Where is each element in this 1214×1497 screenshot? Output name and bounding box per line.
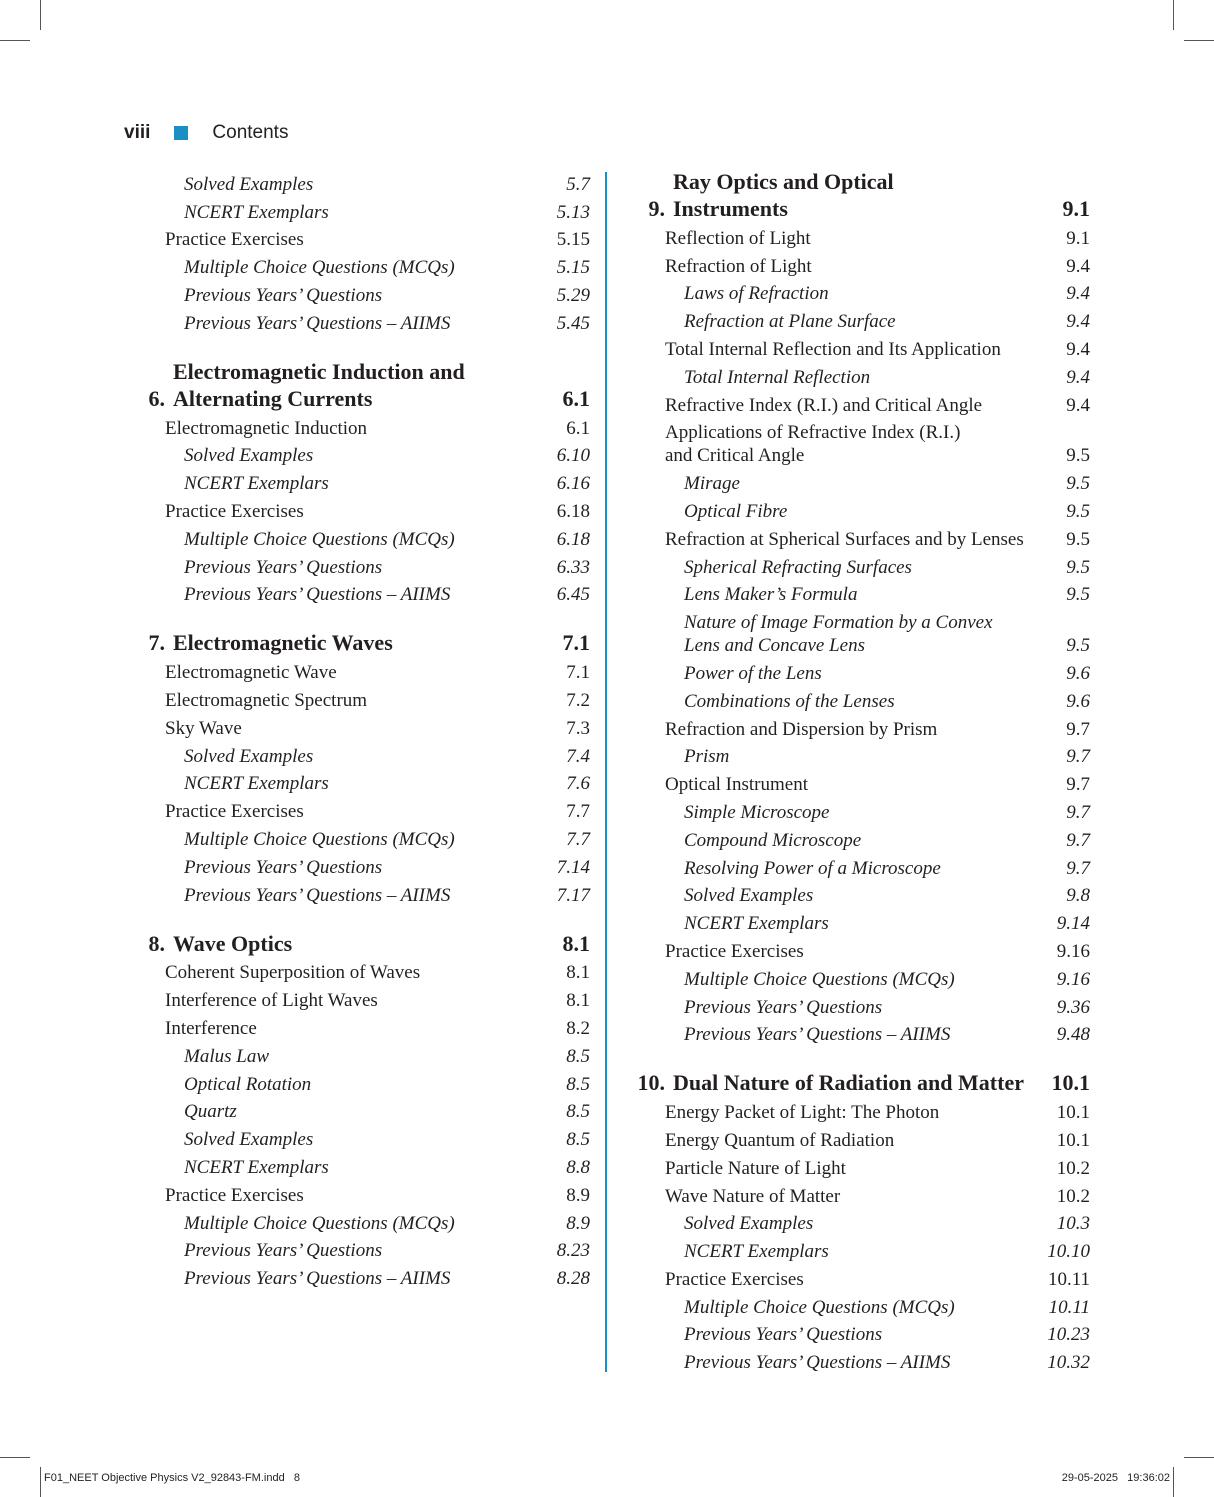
- page-title: Contents: [212, 122, 289, 143]
- toc-section[interactable]: [620, 1129, 1090, 1152]
- entry-page-number: 9.48: [1056, 1024, 1090, 1046]
- entry-title: Refraction at Plane Surface: [684, 311, 896, 333]
- toc-subsection[interactable]: [120, 556, 590, 579]
- entry-page-number: 9.6: [1066, 690, 1090, 712]
- entry-title: Combinations of the Lenses: [684, 690, 895, 712]
- entry-page-number: 9.1: [1066, 227, 1090, 249]
- entry-page-number: 9.16: [1056, 968, 1090, 990]
- entry-title: Laws of Refraction: [684, 283, 829, 305]
- entry-title: Previous Years’ Questions – AIIMS: [684, 1024, 951, 1046]
- toc-subsection[interactable]: [620, 1240, 1090, 1263]
- entry-page-number: 9.5: [1066, 473, 1090, 495]
- toc-subsection[interactable]: [120, 201, 590, 224]
- entry-title: Resolving Power of a Microscope: [684, 857, 941, 879]
- entry-page-number: 8.1: [566, 990, 590, 1012]
- entry-page-number: 10.1: [1051, 1070, 1090, 1096]
- entry-page-number: 8.9: [566, 1212, 590, 1234]
- entry-page-number: 8.2: [566, 1017, 590, 1039]
- entry-title: Coherent Superposition of Waves: [165, 962, 421, 984]
- entry-title: Electromagnetic Wave: [165, 662, 337, 684]
- entry-page-number: 10.23: [1047, 1324, 1090, 1346]
- toc-section[interactable]: [620, 255, 1090, 278]
- entry-page-number: 9.4: [1066, 394, 1090, 416]
- entry-page-number: 5.15: [556, 257, 590, 279]
- entry-title: Particle Nature of Light: [665, 1157, 846, 1179]
- entry-page-number: 9.7: [1066, 774, 1090, 796]
- entry-title: Practice Exercises: [665, 1268, 804, 1290]
- entry-page-number: 9.4: [1066, 283, 1090, 305]
- toc-section[interactable]: [120, 989, 590, 1012]
- entry-page-number: 9.16: [1056, 940, 1090, 962]
- toc-subsection[interactable]: [120, 1045, 590, 1068]
- toc-subsection[interactable]: [120, 1073, 590, 1096]
- entry-title: Optical Rotation: [184, 1073, 312, 1095]
- toc-section[interactable]: [620, 940, 1090, 963]
- toc-subsection[interactable]: [620, 1323, 1090, 1346]
- entry-page-number: 9.6: [1066, 662, 1090, 684]
- entry-page-number: 8.5: [566, 1129, 590, 1151]
- entry-title: NCERT Exemplars: [684, 1241, 829, 1263]
- entry-title: Wave Optics: [173, 930, 293, 956]
- entry-page-number: 8.5: [566, 1073, 590, 1095]
- entry-title: Applications of Refractive Index (R.I.) and Critical Angle: [665, 422, 961, 467]
- entry-title: Refraction and Dispersion by Prism: [665, 718, 938, 740]
- entry-title: NCERT Exemplars: [684, 913, 829, 935]
- toc-section[interactable]: [120, 228, 590, 251]
- entry-title: Nature of Image Formation by a Convex Lens and Concave Lens: [684, 612, 993, 657]
- running-header: [124, 121, 288, 145]
- toc-section[interactable]: [620, 1185, 1090, 1208]
- entry-title: Electromagnetic Waves: [173, 630, 393, 656]
- entry-title: Multiple Choice Questions (MCQs): [184, 1212, 455, 1234]
- entry-title: Quartz: [184, 1101, 237, 1123]
- entry-title: Previous Years’ Questions – AIIMS: [184, 312, 451, 334]
- toc-subsection[interactable]: [120, 828, 590, 851]
- crop-mark: [1173, 0, 1174, 30]
- toc-subsection[interactable]: [120, 1239, 590, 1262]
- entry-page-number: 5.45: [556, 312, 590, 334]
- toc-chapter[interactable]: [620, 168, 1090, 222]
- entry-page-number: 5.13: [556, 201, 590, 223]
- toc-section[interactable]: [120, 800, 590, 823]
- entry-title: Solved Examples: [684, 1213, 814, 1235]
- entry-title: Power of the Lens: [684, 662, 822, 684]
- entry-title: Interference of Light Waves: [165, 990, 378, 1012]
- entry-page-number: 8.5: [566, 1045, 590, 1067]
- entry-page-number: 10.11: [1047, 1268, 1090, 1290]
- entry-page-number: 9.5: [1066, 635, 1090, 657]
- entry-title: Prism: [684, 746, 730, 768]
- toc-subsection[interactable]: [120, 884, 590, 907]
- entry-page-number: 7.7: [566, 801, 590, 823]
- toc-subsection[interactable]: [620, 611, 1090, 657]
- toc-subsection[interactable]: [120, 1212, 590, 1235]
- entry-page-number: 10.3: [1056, 1213, 1090, 1235]
- entry-title: Practice Exercises: [165, 229, 304, 251]
- toc-section[interactable]: [120, 500, 590, 523]
- entry-page-number: 8.9: [566, 1184, 590, 1206]
- entry-title: Refractive Index (R.I.) and Critical Angle: [665, 394, 983, 416]
- chapter-number: 8.: [148, 930, 165, 956]
- toc-section[interactable]: [120, 1184, 590, 1207]
- entry-title: Practice Exercises: [665, 940, 804, 962]
- entry-page-number: 6.18: [556, 500, 590, 522]
- entry-page-number: 7.6: [566, 773, 590, 795]
- entry-title: Previous Years’ Questions: [184, 284, 383, 306]
- footer-timestamp: 29-05-2025 19:36:02: [1061, 1472, 1170, 1484]
- entry-title: Multiple Choice Questions (MCQs): [684, 1296, 955, 1318]
- entry-page-number: 7.1: [562, 630, 590, 656]
- entry-page-number: 10.1: [1056, 1102, 1090, 1124]
- entry-page-number: 6.1: [562, 385, 590, 411]
- entry-page-number: 9.5: [1066, 528, 1090, 550]
- toc-chapter[interactable]: [120, 930, 590, 957]
- crop-mark: [40, 1467, 41, 1497]
- entry-title: Previous Years’ Questions – AIIMS: [184, 1268, 451, 1290]
- entry-page-number: 6.10: [556, 445, 590, 467]
- entry-page-number: 9.7: [1066, 829, 1090, 851]
- entry-page-number: 7.1: [566, 662, 590, 684]
- entry-page-number: 5.29: [556, 284, 590, 306]
- entry-title: Energy Packet of Light: The Photon: [665, 1102, 940, 1124]
- toc-section[interactable]: [620, 394, 1090, 417]
- entry-page-number: 7.14: [556, 856, 590, 878]
- entry-title: Refraction of Light: [665, 255, 812, 277]
- entry-page-number: 9.4: [1066, 338, 1090, 360]
- entry-title: Practice Exercises: [165, 500, 304, 522]
- entry-page-number: 7.17: [556, 884, 590, 906]
- toc-subsection[interactable]: [120, 444, 590, 467]
- entry-page-number: 9.5: [1066, 556, 1090, 578]
- toc-subsection[interactable]: [620, 500, 1090, 523]
- entry-title: Electromagnetic Induction and Alternating Currents: [173, 358, 465, 411]
- entry-page-number: 8.1: [566, 962, 590, 984]
- toc-subsection[interactable]: [120, 1156, 590, 1179]
- entry-page-number: 10.11: [1048, 1296, 1090, 1318]
- entry-page-number: 9.7: [1066, 801, 1090, 823]
- entry-page-number: 8.28: [556, 1268, 590, 1290]
- entry-page-number: 7.2: [566, 689, 590, 711]
- toc-subsection[interactable]: [620, 690, 1090, 713]
- toc-subsection[interactable]: [120, 284, 590, 307]
- toc-section[interactable]: [120, 961, 590, 984]
- entry-title: NCERT Exemplars: [184, 773, 329, 795]
- crop-mark: [40, 0, 41, 30]
- entry-title: Solved Examples: [184, 173, 314, 195]
- toc-subsection[interactable]: [620, 366, 1090, 389]
- toc-section[interactable]: [620, 338, 1090, 361]
- entry-page-number: 10.10: [1047, 1241, 1090, 1263]
- toc-section[interactable]: [620, 718, 1090, 741]
- entry-page-number: 9.7: [1066, 718, 1090, 740]
- crop-mark: [0, 1457, 30, 1458]
- toc-subsection[interactable]: [120, 1267, 590, 1290]
- entry-page-number: 5.15: [556, 229, 590, 251]
- entry-title: Ray Optics and Optical Instruments: [673, 169, 894, 221]
- entry-title: Previous Years’ Questions: [684, 996, 883, 1018]
- toc-subsection[interactable]: [120, 772, 590, 795]
- toc-subsection[interactable]: [620, 556, 1090, 579]
- toc-subsection[interactable]: [120, 312, 590, 335]
- entry-title: Previous Years’ Questions: [184, 556, 383, 578]
- entry-title: Previous Years’ Questions: [184, 856, 383, 878]
- column-divider: [605, 172, 607, 1372]
- entry-title: Electromagnetic Spectrum: [165, 689, 368, 711]
- toc-chapter[interactable]: [620, 1069, 1090, 1096]
- toc-subsection[interactable]: [120, 1128, 590, 1151]
- entry-page-number: 6.1: [566, 417, 590, 439]
- entry-page-number: 9.14: [1056, 913, 1090, 935]
- entry-title: Optical Fibre: [684, 500, 788, 522]
- toc-subsection[interactable]: [120, 583, 590, 606]
- entry-title: Practice Exercises: [165, 1184, 304, 1206]
- entry-title: Solved Examples: [684, 885, 814, 907]
- toc-subsection[interactable]: [620, 829, 1090, 852]
- entry-title: Multiple Choice Questions (MCQs): [184, 257, 455, 279]
- entry-page-number: 10.32: [1047, 1352, 1090, 1374]
- toc-subsection[interactable]: [120, 173, 590, 196]
- entry-title: Compound Microscope: [684, 829, 862, 851]
- entry-title: Sky Wave: [165, 717, 242, 739]
- chapter-number: 6.: [148, 385, 165, 411]
- footer-file-name: F01_NEET Objective Physics V2_92843-FM.indd 8: [44, 1472, 300, 1484]
- chapter-number: 10.: [637, 1070, 665, 1096]
- entry-page-number: 6.18: [556, 528, 590, 550]
- toc-subsection[interactable]: [120, 256, 590, 279]
- entry-page-number: 7.3: [566, 717, 590, 739]
- entry-title: Total Internal Reflection and Its Application: [665, 338, 1001, 360]
- toc-subsection[interactable]: [620, 1296, 1090, 1319]
- entry-page-number: 9.8: [1066, 885, 1090, 907]
- entry-page-number: 7.7: [566, 828, 590, 850]
- toc-section[interactable]: [620, 528, 1090, 551]
- entry-title: Multiple Choice Questions (MCQs): [684, 968, 955, 990]
- entry-page-number: 6.45: [556, 584, 590, 606]
- toc-section[interactable]: [620, 1101, 1090, 1124]
- toc-subsection[interactable]: [120, 528, 590, 551]
- toc-section[interactable]: [620, 1268, 1090, 1291]
- entry-title: Previous Years’ Questions – AIIMS: [684, 1352, 951, 1374]
- entry-title: Malus Law: [184, 1045, 269, 1067]
- toc-section[interactable]: [120, 417, 590, 440]
- entry-title: Solved Examples: [184, 1129, 314, 1151]
- crop-mark: [1184, 1457, 1214, 1458]
- entry-title: Spherical Refracting Surfaces: [684, 556, 912, 578]
- entry-title: NCERT Exemplars: [184, 473, 329, 495]
- entry-title: Electromagnetic Induction: [165, 417, 368, 439]
- entry-page-number: 5.7: [566, 173, 590, 195]
- entry-title: Simple Microscope: [684, 801, 830, 823]
- crop-mark: [1184, 40, 1214, 41]
- entry-title: Energy Quantum of Radiation: [665, 1129, 895, 1151]
- toc-subsection[interactable]: [120, 472, 590, 495]
- entry-title: Optical Instrument: [665, 774, 808, 796]
- entry-title: Previous Years’ Questions: [684, 1324, 883, 1346]
- entry-page-number: 9.5: [1066, 584, 1090, 606]
- toc-subsection[interactable]: [620, 1023, 1090, 1046]
- chapter-number: 7.: [148, 630, 165, 656]
- entry-page-number: 10.1: [1056, 1129, 1090, 1151]
- toc-section[interactable]: [620, 1157, 1090, 1180]
- entry-title: Previous Years’ Questions – AIIMS: [184, 884, 451, 906]
- page-number: viii: [124, 122, 151, 143]
- entry-page-number: 8.5: [566, 1101, 590, 1123]
- entry-page-number: 10.2: [1056, 1185, 1090, 1207]
- toc-subsection[interactable]: [620, 857, 1090, 880]
- entry-page-number: 10.2: [1056, 1157, 1090, 1179]
- toc-section[interactable]: [120, 661, 590, 684]
- entry-title: Previous Years’ Questions – AIIMS: [184, 584, 451, 606]
- toc-subsection[interactable]: [120, 856, 590, 879]
- toc-subsection[interactable]: [620, 884, 1090, 907]
- toc-left-column: [120, 168, 590, 1290]
- entry-page-number: 9.36: [1056, 996, 1090, 1018]
- toc-subsection[interactable]: [620, 968, 1090, 991]
- entry-page-number: 9.7: [1066, 857, 1090, 879]
- toc-subsection[interactable]: [620, 996, 1090, 1019]
- entry-title: Wave Nature of Matter: [665, 1185, 841, 1207]
- toc-subsection[interactable]: [620, 583, 1090, 606]
- toc-subsection[interactable]: [120, 745, 590, 768]
- toc-section[interactable]: [620, 421, 1090, 467]
- entry-page-number: 9.4: [1066, 255, 1090, 277]
- toc-subsection[interactable]: [620, 801, 1090, 824]
- entry-page-number: 9.5: [1066, 445, 1090, 467]
- entry-page-number: 8.23: [556, 1240, 590, 1262]
- entry-page-number: 8.1: [562, 930, 590, 956]
- entry-title: Refraction at Spherical Surfaces and by Lenses: [665, 528, 1024, 550]
- entry-page-number: 8.8: [566, 1156, 590, 1178]
- crop-mark: [1173, 1467, 1174, 1497]
- entry-title: Mirage: [684, 473, 740, 495]
- toc-subsection[interactable]: [620, 912, 1090, 935]
- entry-title: NCERT Exemplars: [184, 1156, 329, 1178]
- entry-page-number: 9.4: [1066, 366, 1090, 388]
- entry-page-number: 6.16: [556, 473, 590, 495]
- entry-title: Interference: [165, 1017, 257, 1039]
- entry-title: Reflection of Light: [665, 227, 811, 249]
- crop-mark: [0, 40, 30, 41]
- toc-section[interactable]: [120, 717, 590, 740]
- entry-title: Solved Examples: [184, 745, 314, 767]
- entry-title: Dual Nature of Radiation and Matter: [673, 1070, 1024, 1096]
- toc-subsection[interactable]: [620, 1212, 1090, 1235]
- entry-title: Total Internal Reflection: [684, 366, 871, 388]
- toc-section[interactable]: [620, 773, 1090, 796]
- entry-page-number: 9.4: [1066, 311, 1090, 333]
- toc-subsection[interactable]: [620, 662, 1090, 685]
- toc-subsection[interactable]: [620, 282, 1090, 305]
- entry-title: Lens Maker’s Formula: [684, 584, 858, 606]
- toc-subsection[interactable]: [620, 745, 1090, 768]
- toc-subsection[interactable]: [620, 472, 1090, 495]
- entry-page-number: 6.33: [556, 556, 590, 578]
- entry-title: NCERT Exemplars: [184, 201, 329, 223]
- toc-chapter[interactable]: [120, 629, 590, 656]
- toc-section[interactable]: [120, 1017, 590, 1040]
- accent-square-icon: [174, 126, 188, 140]
- entry-page-number: 9.5: [1066, 500, 1090, 522]
- toc-subsection[interactable]: [120, 1100, 590, 1123]
- entry-title: Multiple Choice Questions (MCQs): [184, 528, 455, 550]
- entry-title: Solved Examples: [184, 445, 314, 467]
- chapter-number: 9.: [648, 196, 665, 221]
- entry-page-number: 9.1: [1062, 196, 1090, 221]
- toc-section[interactable]: [120, 689, 590, 712]
- toc-subsection[interactable]: [620, 310, 1090, 333]
- toc-section[interactable]: [620, 227, 1090, 250]
- entry-title: Multiple Choice Questions (MCQs): [184, 828, 455, 850]
- entry-page-number: 7.4: [566, 745, 590, 767]
- toc-right-column: [620, 168, 1090, 1374]
- entry-title: Previous Years’ Questions: [184, 1240, 383, 1262]
- toc-chapter[interactable]: [120, 358, 590, 412]
- entry-title: Practice Exercises: [165, 801, 304, 823]
- toc-subsection[interactable]: [620, 1351, 1090, 1374]
- entry-page-number: 9.7: [1066, 746, 1090, 768]
